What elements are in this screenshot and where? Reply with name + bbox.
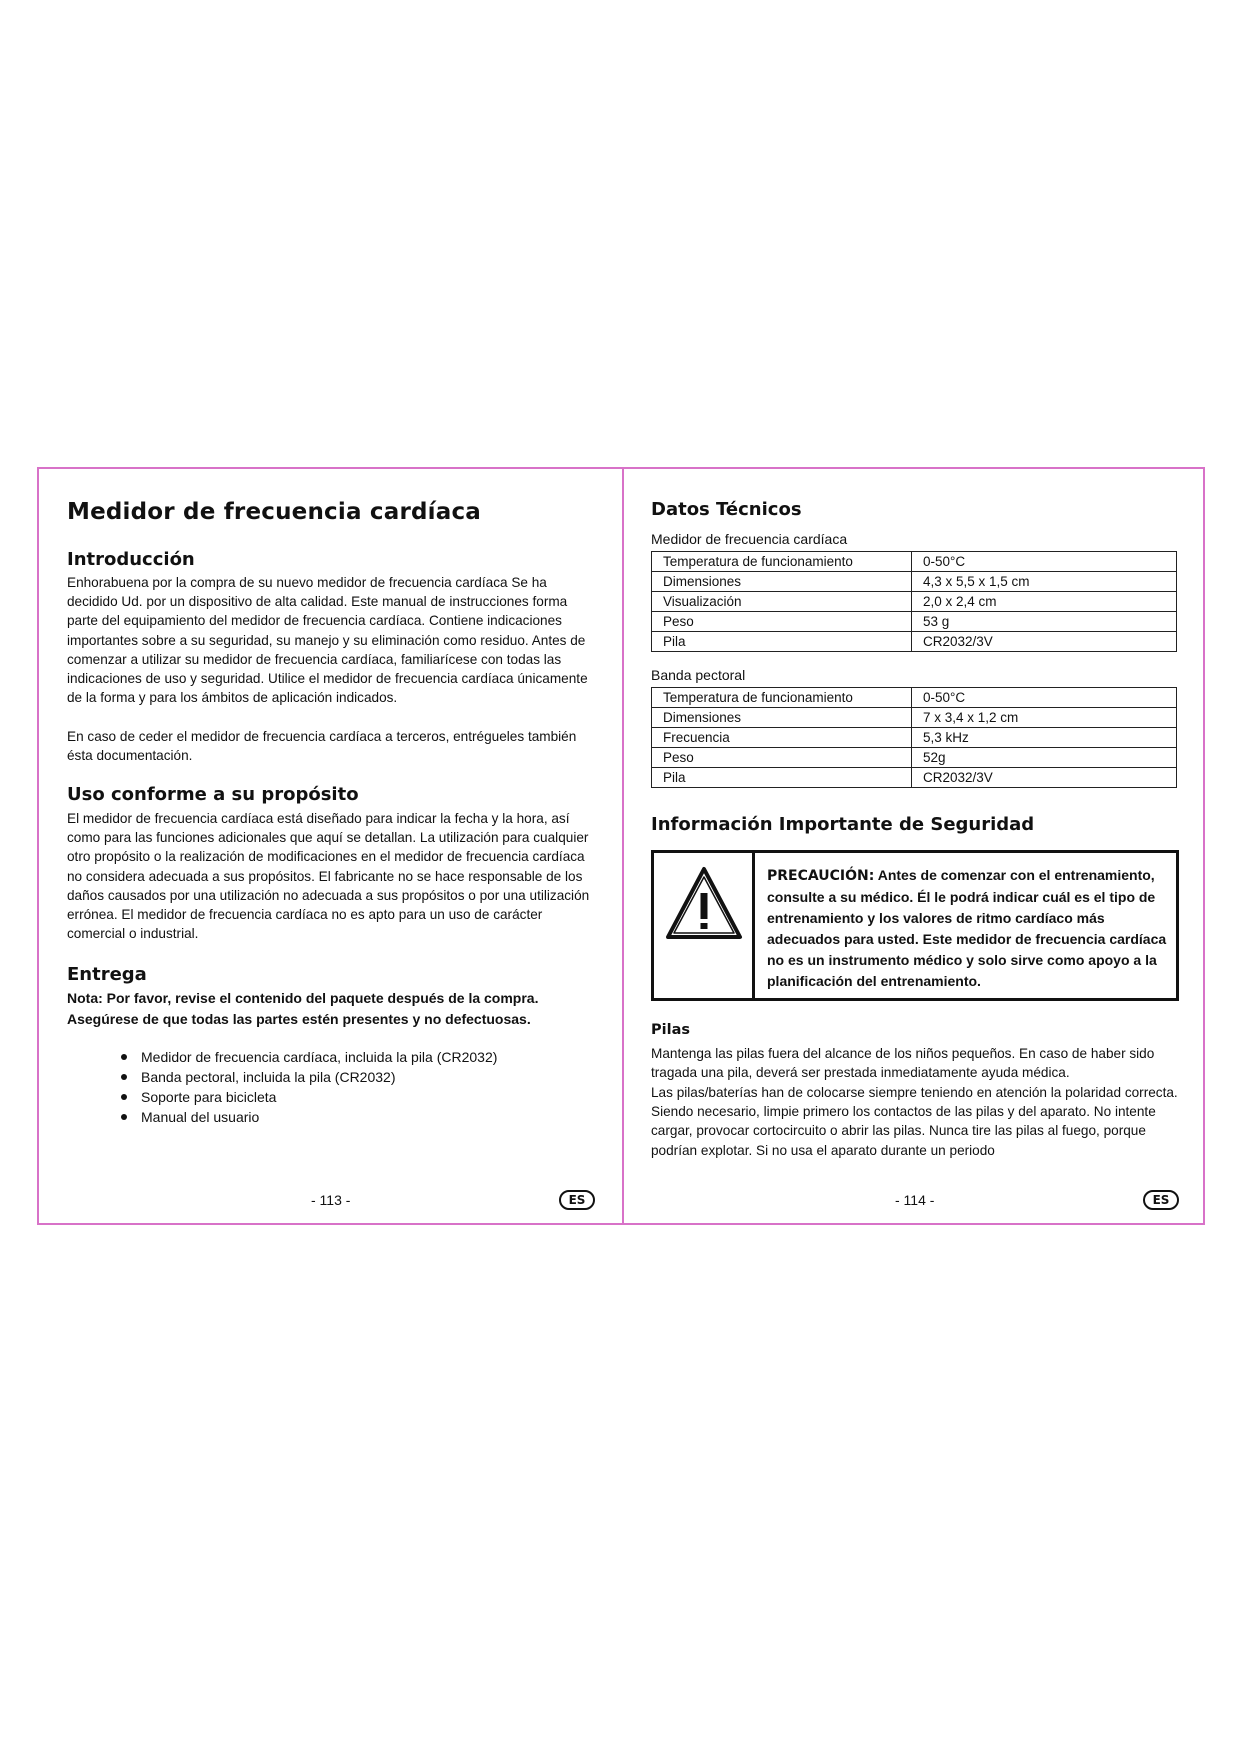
- warning-icon-cell: [654, 853, 755, 998]
- language-badge: ES: [1143, 1190, 1179, 1210]
- list-item: Banda pectoral, incluida la pila (CR2032): [121, 1067, 497, 1087]
- language-badge: ES: [559, 1190, 595, 1210]
- spec-value: 52g: [912, 748, 1177, 768]
- batteries-heading: Pilas: [651, 1022, 690, 1038]
- left-page: [67, 469, 599, 1223]
- spec-key: Frecuencia: [652, 728, 912, 748]
- delivery-note: Nota: Por favor, revise el contenido del paquete después de la compra. Asegúrese de que todas las partes estén presentes y no defectuosas.: [67, 990, 539, 1027]
- spec-key: Peso: [652, 748, 912, 768]
- warning-lead: PRECAUCIÓN:: [767, 868, 875, 884]
- batteries-text-1: Mantenga las pilas fuera del alcance de los niños pequeños. En caso de haber sido tragada una pila, deverá ser prestada inmediatamente ayuda médica.: [651, 1046, 1155, 1081]
- monitor-spec-label: Medidor de frecuencia cardíaca: [651, 531, 848, 547]
- manual-spread: [37, 467, 1205, 1225]
- batteries-text-2: Las pilas/baterías han de colocarse siempre teniendo en atención la polaridad correcta. Siendo necesario, limpie primero los contactos de las pilas y del aparato. No intente cargar, provocar cortocircuito o abrir las pilas. Nunca tire las pilas al fuego, porque podrían explotar. Si no usa el aparato durante un periodo: [651, 1085, 1178, 1158]
- intro-text-2: En caso de ceder el medidor de frecuencia cardíaca a terceros, entrégueles también ésta documentación.: [67, 729, 577, 764]
- tech-heading: Datos Técnicos: [651, 499, 802, 520]
- use-heading: Uso conforme a su propósito: [67, 784, 359, 805]
- spec-value: CR2032/3V: [912, 632, 1177, 652]
- spec-value: 4,3 x 5,5 x 1,5 cm: [912, 572, 1177, 592]
- table-row: [652, 688, 1177, 708]
- intro-heading: Introducción: [67, 549, 195, 570]
- delivery-heading: Entrega: [67, 964, 147, 985]
- intro-text: Enhorabuena por la compra de su nuevo medidor de frecuencia cardíaca Se ha decidido Ud. por un dispositivo de alta calidad. Este manual de instrucciones forma parte del equipamiento del medidor de frecuencia cardíaca. Contiene indicaciones importantes sobre a su seguridad, su manejo y su eliminación como residuo. Antes de comenzar a utilizar su medidor de frecuencia cardíaca, familiarícese con todas las indicaciones de uso y seguridad. Utilice el medidor de frecuencia cardíaca únicamente de la forma y para los ámbitos de aplicación indicados.: [67, 575, 588, 706]
- spec-key: Pila: [652, 632, 912, 652]
- page-number: - 113 -: [311, 1192, 351, 1208]
- spec-value: 7 x 3,4 x 1,2 cm: [912, 708, 1177, 728]
- warning-triangle-icon: [664, 865, 744, 945]
- page-number: - 114 -: [895, 1192, 935, 1208]
- spec-key: Visualización: [652, 592, 912, 612]
- table-row: [652, 572, 1177, 592]
- spec-key: Peso: [652, 612, 912, 632]
- spec-value: CR2032/3V: [912, 768, 1177, 788]
- spec-value: 2,0 x 2,4 cm: [912, 592, 1177, 612]
- right-page: [651, 469, 1181, 1223]
- spec-key: Dimensiones: [652, 708, 912, 728]
- table-row: [652, 728, 1177, 748]
- spec-value: 0-50°C: [912, 552, 1177, 572]
- warning-box: [651, 850, 1179, 1001]
- table-row: [652, 612, 1177, 632]
- warning-text: [767, 865, 1172, 992]
- list-item: Soporte para bicicleta: [121, 1087, 497, 1107]
- page-title: Medidor de frecuencia cardíaca: [67, 499, 482, 525]
- list-item: Manual del usuario: [121, 1107, 497, 1127]
- table-row: [652, 632, 1177, 652]
- spec-key: Dimensiones: [652, 572, 912, 592]
- delivery-list: [121, 1047, 497, 1127]
- strap-spec-table: [651, 687, 1177, 788]
- spec-key: Temperatura de funcionamiento: [652, 552, 912, 572]
- page-divider: [622, 469, 624, 1223]
- spec-value: 0-50°C: [912, 688, 1177, 708]
- table-row: [652, 592, 1177, 612]
- monitor-spec-table: [651, 551, 1177, 652]
- safety-heading: Información Importante de Seguridad: [651, 814, 1035, 835]
- spec-key: Temperatura de funcionamiento: [652, 688, 912, 708]
- spec-key: Pila: [652, 768, 912, 788]
- table-row: [652, 768, 1177, 788]
- table-row: [652, 708, 1177, 728]
- table-row: [652, 748, 1177, 768]
- list-item: Medidor de frecuencia cardíaca, incluida la pila (CR2032): [121, 1047, 497, 1067]
- spec-value: 5,3 kHz: [912, 728, 1177, 748]
- spec-value: 53 g: [912, 612, 1177, 632]
- use-text: El medidor de frecuencia cardíaca está diseñado para indicar la fecha y la hora, así como para las funciones adicionales que aquí se detallan. La utilización para cualquier otro propósito o la realización de modificaciones en el medidor de frecuencia cardíaca no considera adecuada a sus propósitos. El fabricante no se hace responsable de los daños causados por una utilización no adecuada a sus propósitos o por una utilización errónea. El medidor de frecuencia cardíaca no es apto para un uso de carácter comercial o industrial.: [67, 811, 590, 942]
- table-row: [652, 552, 1177, 572]
- warning-body: Antes de comenzar con el entrenamiento, consulte a su médico. Él le podrá indicar cuál es el tipo de entrenamiento y los valores de ritmo cardíaco más adecuados para usted. Este medidor de frecuencia cardíaca no es un instrumento médico y solo sirve como apoyo a la planificación del entrenamiento.: [767, 867, 1167, 989]
- strap-spec-label: Banda pectoral: [651, 667, 746, 683]
